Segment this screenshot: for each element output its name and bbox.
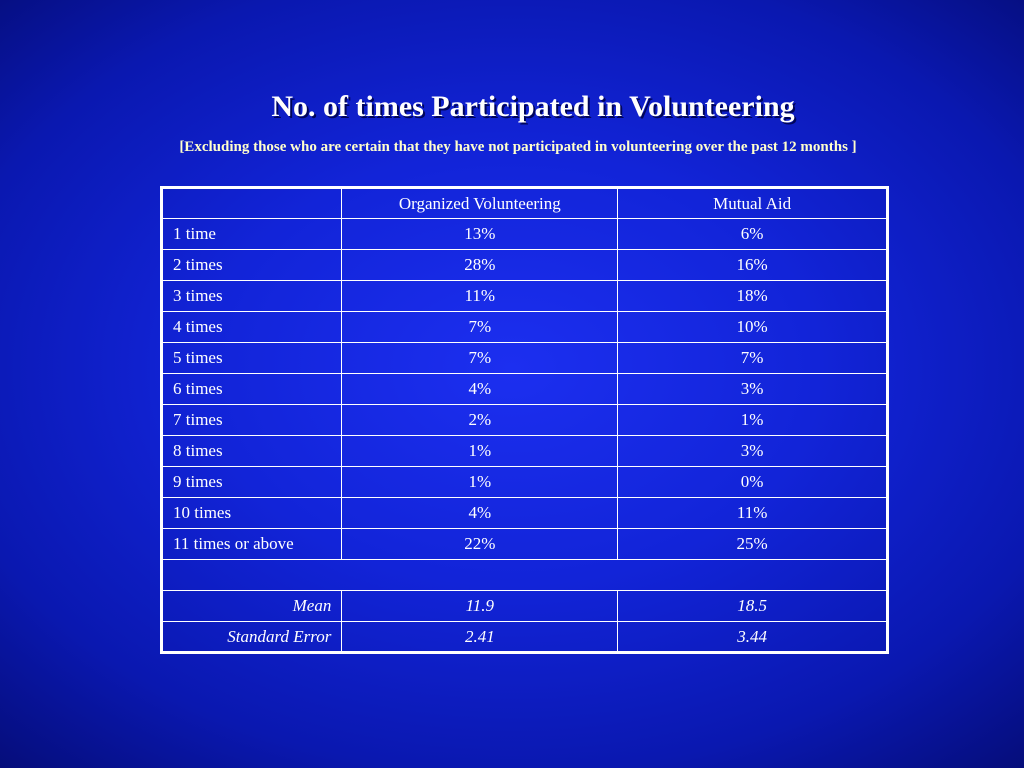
mutual-value: 18%	[618, 281, 888, 312]
stat-row-mean	[162, 591, 888, 622]
organized-value: 22%	[342, 529, 618, 560]
organized-value: 4%	[342, 374, 618, 405]
table-row	[162, 405, 888, 436]
mutual-value: 6%	[618, 219, 888, 250]
organized-mean: 11.9	[342, 591, 618, 622]
table-row	[162, 436, 888, 467]
row-label: 5 times	[162, 343, 342, 374]
mutual-value: 0%	[618, 467, 888, 498]
mutual-mean: 18.5	[618, 591, 888, 622]
spacer-row	[162, 560, 888, 591]
organized-value: 4%	[342, 498, 618, 529]
mutual-standard-error: 3.44	[618, 622, 888, 653]
mutual-value: 7%	[618, 343, 888, 374]
header-cell-blank	[162, 188, 342, 219]
organized-value: 1%	[342, 467, 618, 498]
table-row	[162, 219, 888, 250]
table-row	[162, 281, 888, 312]
spacer-cell	[162, 560, 888, 591]
mutual-value: 11%	[618, 498, 888, 529]
table-row	[162, 529, 888, 560]
organized-standard-error: 2.41	[342, 622, 618, 653]
mutual-value: 10%	[618, 312, 888, 343]
table-row	[162, 343, 888, 374]
organized-value: 2%	[342, 405, 618, 436]
row-label: 9 times	[162, 467, 342, 498]
organized-value: 28%	[342, 250, 618, 281]
mutual-value: 1%	[618, 405, 888, 436]
row-label: 11 times or above	[162, 529, 342, 560]
row-label: 6 times	[162, 374, 342, 405]
table-row	[162, 498, 888, 529]
mutual-value: 16%	[618, 250, 888, 281]
header-cell-organized: Organized Volunteering	[342, 188, 618, 219]
organized-value: 7%	[342, 343, 618, 374]
row-label: 2 times	[162, 250, 342, 281]
slide-title: No. of times Participated in Volunteering	[271, 90, 795, 123]
mutual-value: 25%	[618, 529, 888, 560]
table-row	[162, 250, 888, 281]
organized-value: 11%	[342, 281, 618, 312]
stat-label: Mean	[162, 591, 342, 622]
table-header-row	[162, 188, 888, 219]
participation-table	[160, 186, 889, 654]
row-label: 7 times	[162, 405, 342, 436]
row-label: 10 times	[162, 498, 342, 529]
table-row	[162, 312, 888, 343]
mutual-value: 3%	[618, 436, 888, 467]
slide-subtitle: [Excluding those who are certain that they have not participated in volunteering over the past 12 months ]	[179, 139, 857, 155]
table-row	[162, 374, 888, 405]
row-label: 3 times	[162, 281, 342, 312]
table-row	[162, 467, 888, 498]
organized-value: 7%	[342, 312, 618, 343]
mutual-value: 3%	[618, 374, 888, 405]
header-cell-mutual: Mutual Aid	[618, 188, 888, 219]
stat-label: Standard Error	[162, 622, 342, 653]
organized-value: 1%	[342, 436, 618, 467]
stat-row-standard-error	[162, 622, 888, 653]
row-label: 4 times	[162, 312, 342, 343]
row-label: 1 time	[162, 219, 342, 250]
organized-value: 13%	[342, 219, 618, 250]
row-label: 8 times	[162, 436, 342, 467]
